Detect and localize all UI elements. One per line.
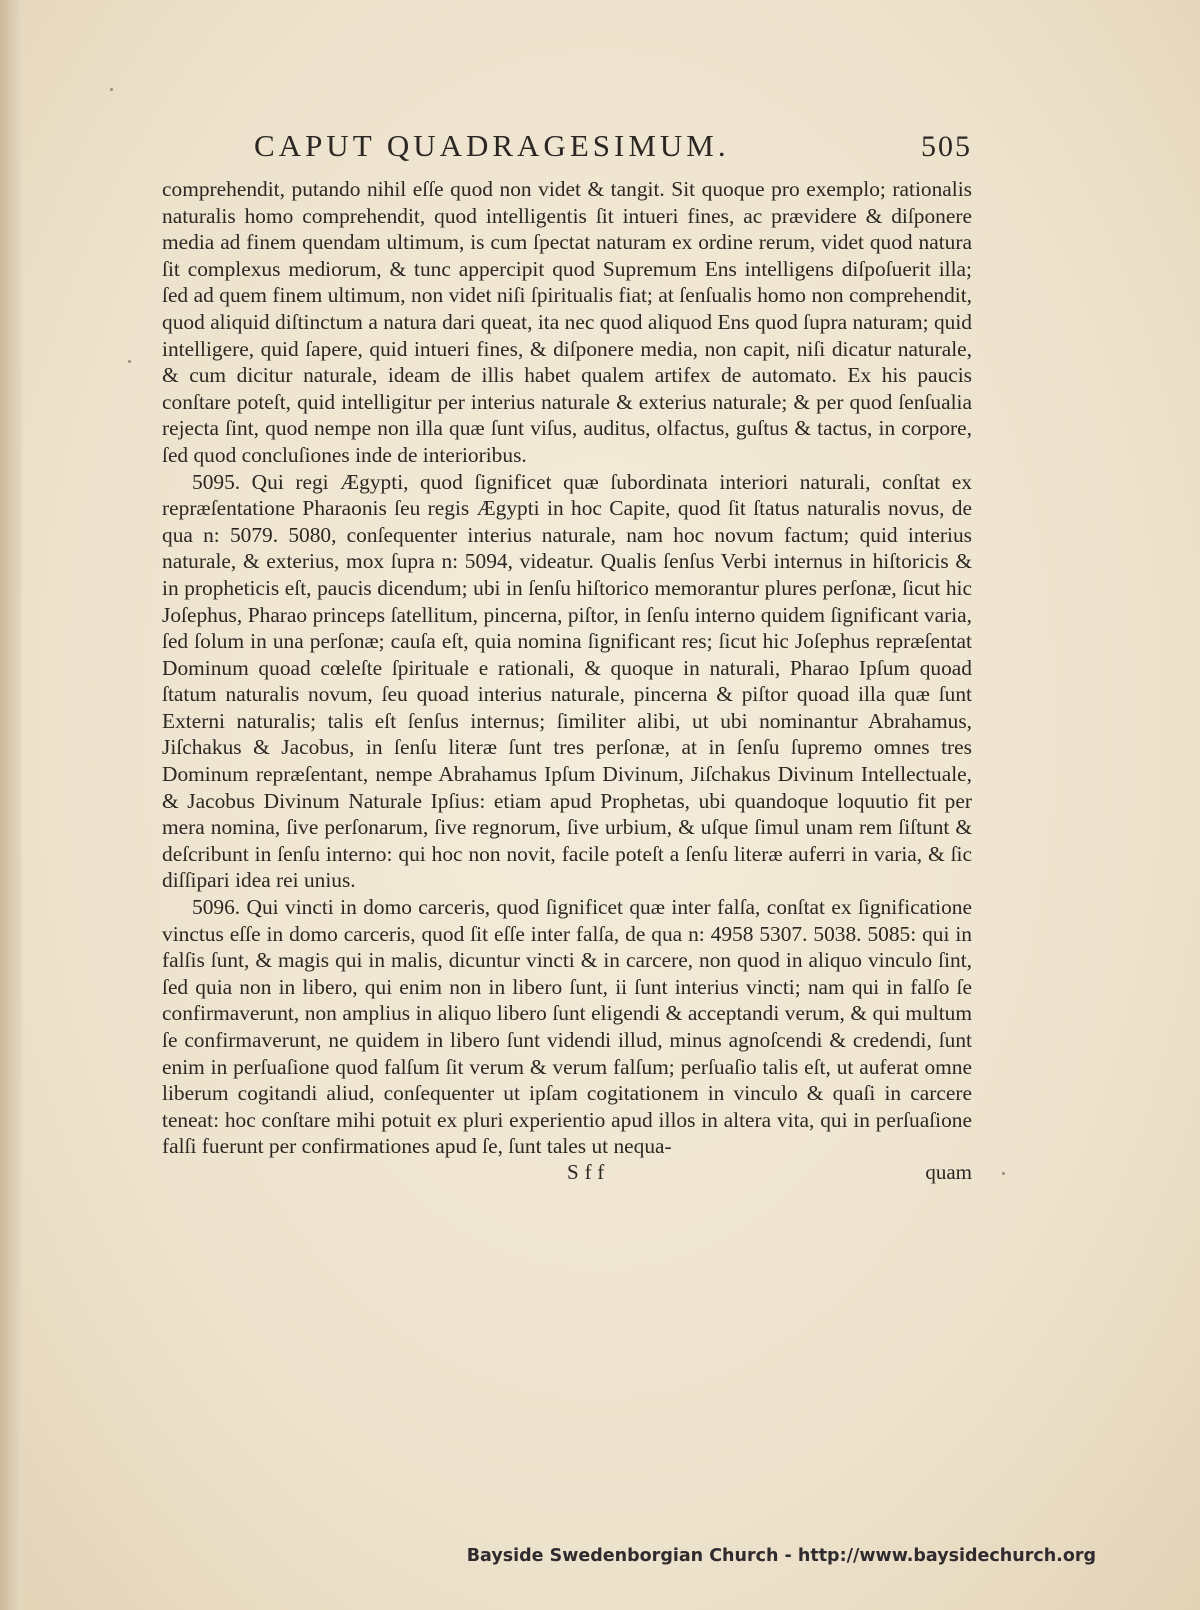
paper-speck — [128, 360, 131, 363]
body-text — [162, 176, 972, 1160]
paragraph-5095: 5095. Qui regi Ægypti, quod ſignificet quæ ſubordinata interiori naturali, conſtat ex repræſentatione Pharaonis ſeu regis Ægypti in hoc Capite, quod ſit ſtatus naturalis novus, de qua n: 5079. 5080, conſequenter interius naturale, nam hoc novum factum; quid interius naturale, & exterius, mox ſupra n: 5094, videatur. Qualis ſenſus Verbi internus in hiſtoricis & in propheticis eſt, paucis dicendum; ubi in ſenſu hiſtorico memorantur plures perſonæ, ſicut hic Joſephus, Pharao princeps ſatellitum, pincerna, piſtor, in ſenſu interno quidem ſignificant varia, ſed ſolum in una perſonæ; cauſa eſt, quia nomina ſignificant res; ſicut hic Joſephus repræſentat Dominum quoad cœleſte ſpirituale e rationali, & quoque in naturali, Pharao Ipſum quoad ſtatum naturalis novum, ſeu quoad interius naturale, pincerna & piſtor quoad illa quæ ſunt Externi naturalis; talis eſt ſenſus internus; ſimiliter alibi, ut ubi nominantur Abrahamus, Jiſchakus & Jacobus, in ſenſu literæ ſunt tres perſonæ, at in ſenſu ſupremo omnes tres Dominum repræſentant, nempe Abrahamus Ipſum Divinum, Jiſchakus Divinum Intellectuale, & Jacobus Divinum Naturale Ipſius: etiam apud Prophetas, ubi quandoque loquutio fit per mera nomina, ſive perſonarum, ſive regnorum, ſive urbium, & uſque ſimul unam rem ſiſtunt & deſcribunt in ſenſu interno: qui hoc non novit, facile poteſt a ſenſu literæ auferri in varia, & ſic diſſipari idea rei unius. — [162, 469, 972, 893]
paper-speck — [110, 88, 113, 91]
paragraph-continuation: comprehendit, putando nihil eſſe quod non videt & tangit. Sit quoque pro exemplo; rationalis naturalis homo comprehendit, quod intelligentis ſit intueri fines, ac prævidere & diſponere media ad finem quendam ultimum, is cum ſpectat naturam ex ordine rerum, videt quod natura ſit complexus mediorum, & tunc appercipit quod Supremum Ens intelligens diſpoſuerit illa; ſed ad quem finem ultimum, non videt niſi ſpiritualis fiat; at ſenſualis homo non comprehendit, quod aliquid diſtinctum a natura dari queat, ita nec quod aliquod Ens quod ſupra naturam; quid intelligere, quid ſapere, quid intueri fines, & diſponere media, non capit, niſi dicatur naturale, & cum dicitur naturale, ideam de illis habet qualem artifex de automato. Ex his paucis conſtare poteſt, quid intelligitur per interius naturale & exterius naturale; & per quod ſenſualia rejecta ſint, quod nempe non illa quæ ſunt viſus, auditus, olfactus, guſtus & tactus, in corpore, ſed quod concluſiones inde de interioribus. — [162, 177, 972, 467]
page-header — [162, 128, 972, 176]
running-title: CAPUT QUADRAGESIMUM. — [254, 128, 730, 163]
catchword: quam — [925, 1159, 972, 1184]
signature-mark: Sff — [567, 1159, 611, 1184]
page-gutter-shadow — [0, 0, 22, 1610]
paper-speck — [1002, 1172, 1005, 1175]
paragraph-5096: 5096. Qui vincti in domo carceris, quod ſignificet quæ inter falſa, conſtat ex ſignificatione vinctus eſſe in domo carceris, quod ſit eſſe inter falſa, de qua n: 4958 5307. 5038. 5085: qui in falſis ſunt, & magis qui in malis, dicuntur vincti & in carcere, non quod in aliquo vinculo ſint, ſed quia non in libero, qui enim non in libero ſunt, ii ſunt interius vincti; nam qui in falſo ſe confirmaverunt, non amplius in aliquo libero ſunt eligendi & acceptandi verum, & qui multum ſe confirmaverunt, ne quidem in libero ſunt videndi illud, minus agnoſcendi & credendi, ſunt enim in perſuaſione quod falſum ſit verum & verum falſum; perſuaſio talis eſt, ut auferat omne liberum cogitandi aliud, conſequenter ut ipſam cogitationem in vinculo & quaſi in carcere teneat: hoc conſtare mihi potuit ex pluri experientio apud illos in altera vita, qui in perſuaſione falſi fuerunt per confirmationes apud ſe, ſunt tales ut nequa- — [162, 895, 972, 1159]
page-number: 505 — [921, 130, 972, 163]
book-page — [162, 128, 972, 1190]
page-footer — [162, 1160, 972, 1190]
watermark-link[interactable]: Bayside Swedenborgian Church - http://www.baysidechurch.org — [466, 1546, 1096, 1566]
